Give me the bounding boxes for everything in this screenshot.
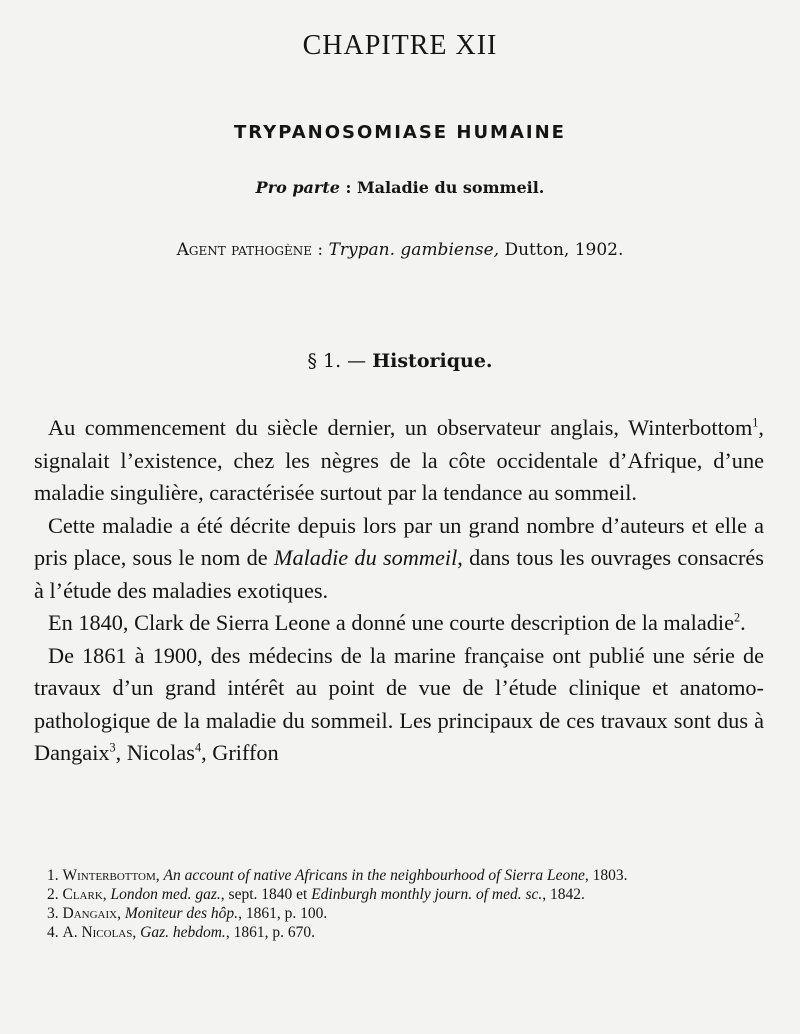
- footnote-ref-4: 4: [194, 740, 202, 755]
- footnotes: [34, 866, 764, 942]
- paragraph-3-text-a: En 1840, Clark de Sierra Leone a donné une courte description de la maladie: [48, 610, 734, 635]
- footnote-4-title: Gaz. hebdom.: [140, 924, 226, 941]
- footnote-1-rest: , 1803.: [584, 867, 628, 884]
- paragraph-1: [34, 412, 764, 510]
- footnote-3-rest: , 1861, p. 100.: [238, 905, 328, 922]
- footnote-1-title: An account of native Africans in the neighbourhood of Sierra Leone: [163, 867, 585, 884]
- paragraph-1-text-b: , signalait l’existence, chez les nègres de la côte occidentale d’Afrique, d’une maladie singulière, caractérisée surtout par la tendance au sommeil.: [34, 415, 764, 505]
- footnote-4-author: A. Nicolas: [62, 924, 133, 941]
- chapter-title: TRYPANOSOMIASE HUMAINE: [234, 122, 566, 143]
- chapter-heading: CHAPITRE XII: [302, 30, 498, 61]
- agent-separator: :: [312, 240, 329, 260]
- subtitle-italic: Pro parte: [255, 178, 340, 197]
- footnote-2: [34, 885, 764, 904]
- paragraph-3-text-b: .: [740, 610, 746, 635]
- footnote-3-title: Moniteur des hôp.: [124, 905, 239, 922]
- footnote-2-title2: Edinburgh monthly journ. of med. sc.: [311, 886, 543, 903]
- footnote-1: [34, 866, 764, 885]
- footnote-3-author: Dangaix: [62, 905, 118, 922]
- paragraph-2: [34, 510, 764, 608]
- footnote-2-title: London med. gaz.: [110, 886, 221, 903]
- footnote-2-rest: , 1842.: [542, 886, 585, 903]
- footnote-3-number: 3.: [47, 905, 63, 922]
- subtitle-rest: : Maladie du sommeil.: [339, 178, 545, 197]
- footnote-4-sep: ,: [132, 924, 141, 941]
- footnote-4: [34, 923, 764, 942]
- footnote-2-sep: ,: [102, 886, 111, 903]
- paragraph-1-text-a: Au commencement du siècle dernier, un observateur anglais, Winterbottom: [48, 415, 753, 440]
- footnote-4-number: 4.: [47, 924, 63, 941]
- paragraph-2-text-b: , dans tous les ouvrages consacrés à l’étude des maladies exotiques.: [34, 545, 764, 603]
- paragraph-4-text-b: , Nicolas: [115, 740, 195, 765]
- footnote-2-number: 2.: [47, 886, 63, 903]
- paragraph-4-text-a: De 1861 à 1900, des médecins de la marine française ont publié une série de travaux d’un grand intérêt au point de vue de l’étude clinique et anatomo-pathologique de la maladie du sommeil. Les principaux de ces travaux sont dus à Dangaix: [34, 642, 764, 765]
- section-title: Historique.: [372, 350, 493, 372]
- pathogenic-agent-line: [0, 240, 800, 260]
- paragraph-4-text-c: , Griffon: [201, 740, 279, 765]
- agent-label: Agent pathogène: [176, 240, 313, 260]
- footnote-1-number: 1.: [47, 867, 63, 884]
- agent-species: Trypan. gambiense,: [328, 240, 500, 260]
- agent-author: Dutton, 1902.: [499, 240, 624, 260]
- section-number: § 1. —: [307, 350, 373, 372]
- footnote-1-sep: ,: [155, 867, 164, 884]
- section-heading: [0, 350, 800, 372]
- paragraph-4: [34, 640, 764, 770]
- body-text: [34, 412, 764, 770]
- footnote-1-author: Winterbottom: [62, 867, 156, 884]
- footnote-2-mid: , sept. 1840 et: [220, 886, 312, 903]
- chapter-subtitle: [0, 178, 800, 197]
- footnote-3-sep: ,: [117, 905, 125, 922]
- footnote-3: [34, 904, 764, 923]
- footnote-2-author: Clark: [62, 886, 103, 903]
- footnote-4-rest: , 1861, p. 670.: [225, 924, 315, 941]
- footnote-ref-1: 1: [752, 415, 759, 430]
- paragraph-2-italic: Maladie du sommeil: [273, 545, 458, 570]
- footnote-ref-2: 2: [734, 610, 741, 625]
- paragraph-2-text-a: Cette maladie a été décrite depuis lors par un grand nombre d’auteurs et elle a pris place, sous le nom de: [34, 512, 764, 570]
- paragraph-3: [34, 607, 764, 640]
- footnote-ref-3: 3: [109, 740, 116, 755]
